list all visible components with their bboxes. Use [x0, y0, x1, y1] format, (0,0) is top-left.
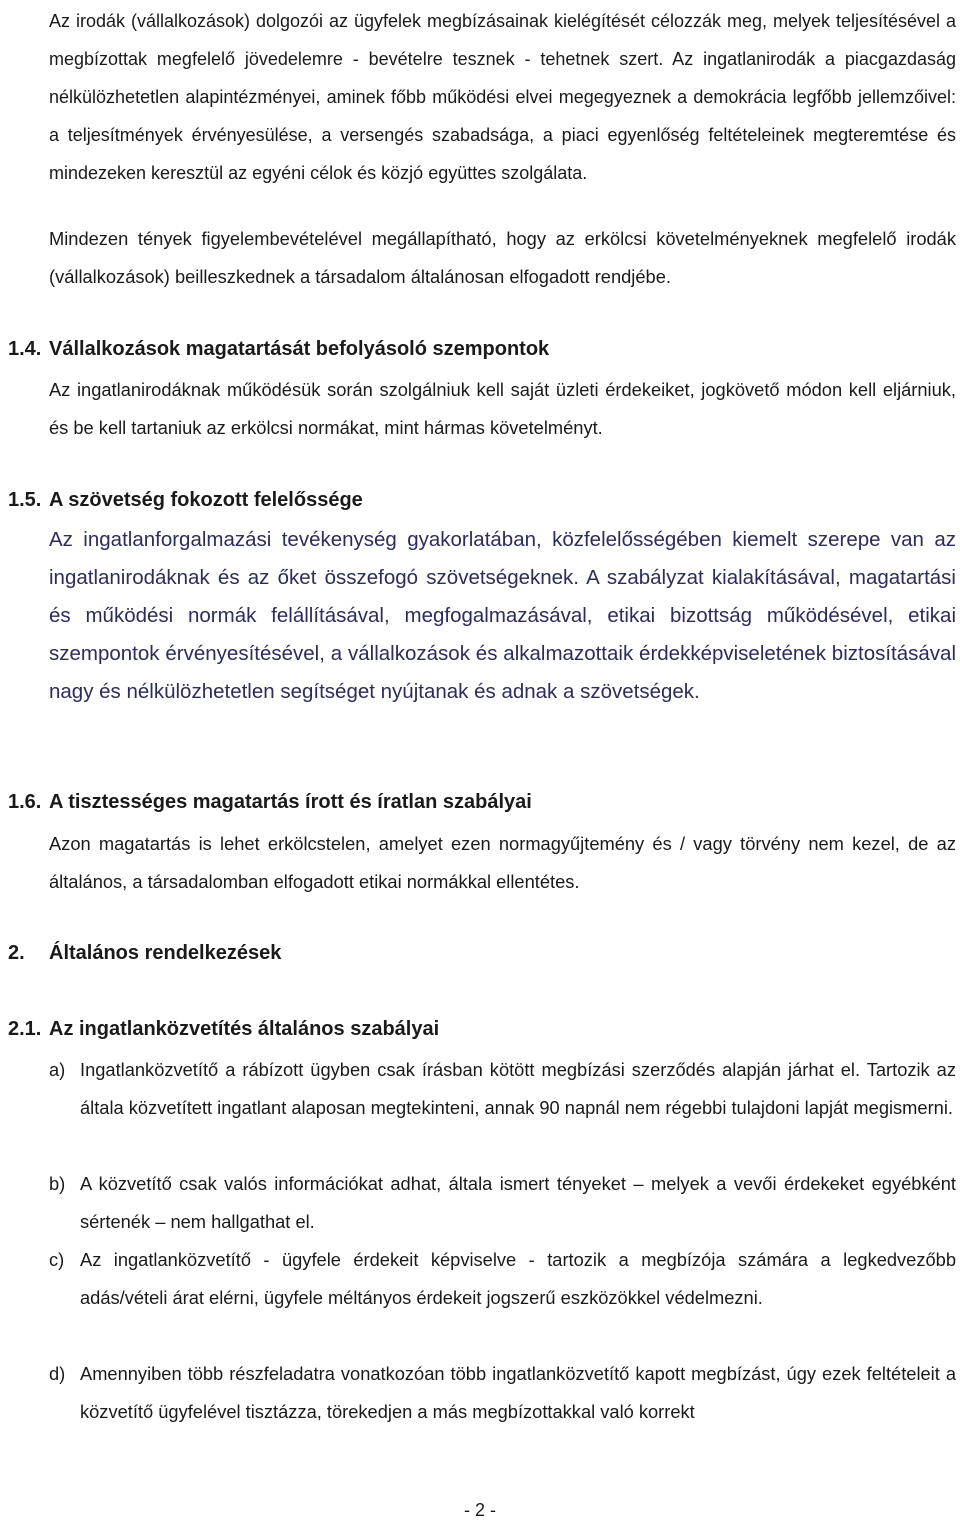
section-title: Az ingatlanközvetítés általános szabályai — [49, 1018, 440, 1040]
list-item-text: Amennyiben több részfeladatra vonatkozóan több ingatlanközvetítő kapott megbízást, úgy ezek feltételeit a közvetítő ügyfelével tisztázza, törekedjen a más megbízottakkal való korrekt — [80, 1363, 956, 1422]
section-1-4-body: Az ingatlanirodáknak működésük során szolgálniuk kell saját üzleti érdekeiket, jogkövető módon kell eljárniuk, és be kell tartaniuk az erkölcsi normákat, mint hármas követelményt. — [49, 379, 956, 438]
section-heading-1-6 — [8, 791, 532, 814]
section-number: 2.1. — [8, 1018, 42, 1040]
section-number: 1.5. — [8, 489, 42, 511]
list-item-text: Az ingatlanközvetítő - ügyfele érdekeit képviselve - tartozik a megbízója számára a legkedvezőbb adás/vételi árat elérni, ügyfele méltányos érdekeit jogszerű eszközökkel védelmezni. — [80, 1249, 956, 1308]
list-item — [49, 1051, 956, 1127]
list-marker: c) — [49, 1249, 65, 1270]
list-item — [49, 1355, 956, 1431]
section-number: 2. — [8, 942, 25, 964]
section-heading-1-4 — [8, 338, 549, 361]
section-heading-2-1 — [8, 1018, 439, 1041]
section-heading-1-5 — [8, 489, 363, 512]
list-item — [49, 1165, 956, 1241]
section-heading-2 — [8, 942, 281, 965]
section-title: Általános rendelkezések — [49, 942, 282, 964]
section-1-6-body: Azon magatartás is lehet erkölcstelen, amelyet ezen normagyűjtemény és / vagy törvény nem kezel, de az általános, a társadalomban elfogadott etikai normákkal ellentétes. — [49, 833, 956, 892]
list-marker: b) — [49, 1173, 66, 1194]
section-number: 1.4. — [8, 338, 42, 360]
page-number: - 2 - — [463, 1500, 496, 1520]
list-marker: d) — [49, 1363, 66, 1384]
section-title: A tisztességes magatartás írott és íratlan szabályai — [49, 791, 532, 813]
list-item-text: A közvetítő csak valós információkat adhat, általa ismert tényeket – melyek a vevői érdekeket egyébként sértenék – nem hallgathat el. — [80, 1173, 956, 1232]
section-title: A szövetség fokozott felelőssége — [49, 489, 363, 511]
intro-paragraph: Az irodák (vállalkozások) dolgozói az ügyfelek megbízásainak kielégítését célozzák meg, melyek teljesítésével a megbízottak megfelelő jövedelemre - bevételre tesznek - tehetnek szert. Az ingatlanirodák a piacgazdaság nélkülözhetetlen alapintézményei, aminek főbb működési elvei megegyeznek a demokrácia legfőbb jellemzőivel: a teljesítmények érvényesülése, a versengés szabadsága, a piaci egyenlőség feltételeinek megteremtése és mindezeken keresztül az egyéni célok és közjó együttes szolgálata. — [49, 11, 956, 183]
list-item — [49, 1241, 956, 1317]
section-1-5-body: Az ingatlanforgalmazási tevékenység gyakorlatában, közfelelősségében kiemelt szerepe van az ingatlanirodáknak és az őket összefogó szövetségeknek. A szabályzat kialakításával, magatartási és működési normák felállításával, megfogalmazásával, etikai bizottság működésével, etikai szempontok érvényesítésével, a vállalkozások és alkalmazottaik érdekképviseletének biztosításával nagy és nélkülözhetetlen segítséget nyújtanak és adnak a szövetségek. — [49, 528, 956, 703]
intro-paragraph-2: Mindezen tények figyelembevételével megállapítható, hogy az erkölcsi követelményeknek megfelelő irodák (vállalkozások) beilleszkednek a társadalom általánosan elfogadott rendjébe. — [49, 228, 956, 287]
section-number: 1.6. — [8, 791, 42, 813]
list-item-text: Ingatlanközvetítő a rábízott ügyben csak írásban kötött megbízási szerződés alapján járhat el. Tartozik az általa közvetített ingatlant alaposan megtekinteni, annak 90 napnál nem régebbi tulajdoni lapját megismerni. — [80, 1059, 956, 1118]
list-marker: a) — [49, 1059, 66, 1080]
section-title: Vállalkozások magatartását befolyásoló szempontok — [49, 338, 550, 360]
